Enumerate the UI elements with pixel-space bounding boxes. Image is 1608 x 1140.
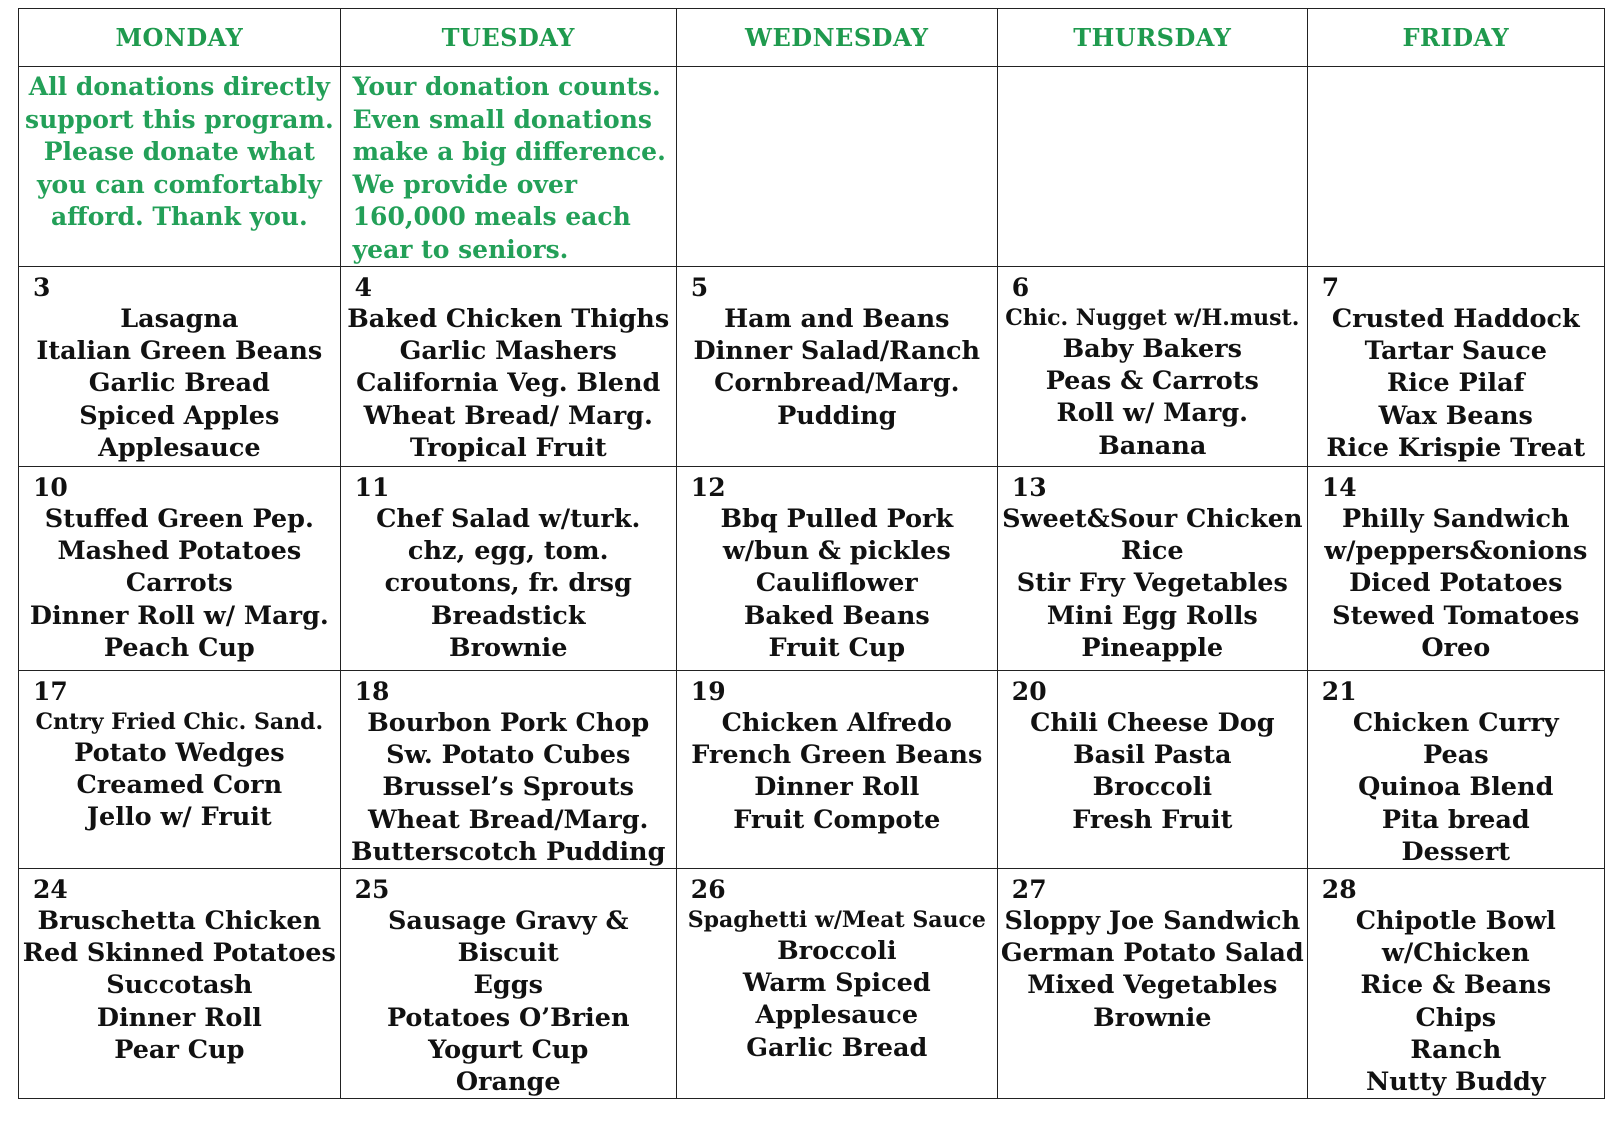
- day-cell-thursday: [997, 869, 1307, 1099]
- menu-item: Applesauce: [98, 432, 261, 463]
- menu-item: Rice & Beans: [1360, 970, 1552, 1001]
- menu-item: Rice Krispie Treat: [1326, 432, 1586, 463]
- menu-item: Crusted Haddock: [1331, 304, 1580, 334]
- tuesday-donation-note: [340, 67, 676, 267]
- menu-item: Broccoli: [777, 936, 897, 967]
- day-cell-friday: [1307, 267, 1604, 467]
- menu-item: Peas & Carrots: [1045, 366, 1259, 397]
- menu-item: Breadstick: [430, 600, 586, 631]
- menu-item: Chicken Alfredo: [721, 708, 952, 738]
- note-line: Even small donations: [352, 104, 652, 134]
- menu-item: French Green Beans: [691, 740, 983, 771]
- menu-item: Mixed Vegetables: [1027, 970, 1278, 1001]
- empty-cell: [676, 67, 997, 267]
- menu-items: [19, 707, 340, 834]
- menu-item: Wax Beans: [1378, 400, 1533, 431]
- day-cell-friday: [1307, 467, 1604, 671]
- day-number: 11: [354, 473, 390, 502]
- donation-note-row: [19, 67, 1605, 267]
- day-cell-tuesday: [340, 671, 676, 869]
- menu-item: Chic. Nugget w/H.must.: [1005, 305, 1300, 331]
- menu-item: Yogurt Cup: [428, 1034, 589, 1065]
- menu-item: Succotash: [106, 970, 253, 1001]
- menu-item: Biscuit: [457, 938, 559, 969]
- header-wednesday: WEDNESDAY: [676, 9, 997, 67]
- menu-item: w/peppers&onions: [1324, 536, 1588, 567]
- day-cell-monday: [19, 869, 341, 1099]
- menu-calendar: [18, 8, 1605, 1099]
- menu-item: Philly Sandwich: [1342, 504, 1570, 534]
- header-friday: FRIDAY: [1307, 9, 1604, 67]
- day-number: 19: [690, 677, 726, 706]
- menu-item: Tartar Sauce: [1364, 336, 1547, 367]
- monday-donation-note: [19, 67, 341, 267]
- menu-item: Sausage Gravy &: [387, 906, 629, 937]
- day-cell-friday: [1307, 869, 1604, 1099]
- menu-items: [19, 905, 340, 1066]
- day-number: 21: [1321, 677, 1357, 706]
- menu-item: Garlic Bread: [746, 1032, 928, 1063]
- menu-items: [998, 503, 1307, 664]
- menu-items: [1308, 503, 1604, 664]
- day-cell-wednesday: [676, 869, 997, 1099]
- menu-item: Stuffed Green Pep.: [44, 504, 314, 534]
- day-cell-thursday: [997, 671, 1307, 869]
- day-number: 6: [1011, 273, 1030, 302]
- menu-item: Garlic Mashers: [399, 336, 617, 367]
- menu-item: Pudding: [777, 400, 897, 431]
- menu-items: [19, 303, 340, 464]
- day-cell-friday: [1307, 671, 1604, 869]
- week-row: [19, 467, 1605, 671]
- day-number: 27: [1011, 875, 1047, 905]
- note-line: We provide over: [352, 169, 578, 199]
- day-cell-tuesday: [340, 467, 676, 671]
- menu-item: Stir Fry Vegetables: [1016, 568, 1288, 599]
- menu-item: Wheat Bread/Marg.: [368, 804, 649, 835]
- menu-items: [1308, 303, 1604, 464]
- menu-item: Brownie: [449, 632, 568, 663]
- menu-item: Pita bread: [1381, 804, 1530, 835]
- menu-item: Orange: [455, 1067, 561, 1098]
- menu-item: Tropical Fruit: [409, 432, 607, 463]
- day-cell-wednesday: [676, 467, 997, 671]
- menu-items: [341, 707, 676, 868]
- menu-item: Basil Pasta: [1073, 740, 1232, 771]
- menu-item: Roll w/ Marg.: [1056, 398, 1249, 429]
- day-number: 24: [33, 875, 68, 905]
- day-number: 7: [1321, 273, 1340, 302]
- menu-item: Chicken Curry: [1352, 708, 1559, 738]
- menu-items: [998, 905, 1307, 1034]
- day-cell-tuesday: [340, 267, 676, 467]
- menu-item: Potatoes O’Brien: [386, 1002, 630, 1033]
- day-number: 25: [354, 875, 390, 905]
- menu-item: Applesauce: [755, 1000, 919, 1031]
- menu-item: Mini Egg Rolls: [1046, 600, 1258, 631]
- menu-item: Quinoa Blend: [1358, 772, 1554, 803]
- note-line: make a big difference.: [352, 137, 666, 166]
- menu-item: Dessert: [1401, 836, 1511, 867]
- day-cell-tuesday: [340, 869, 676, 1099]
- menu-item: Spiced Apples: [79, 400, 280, 431]
- menu-item: Carrots: [125, 568, 233, 599]
- menu-item: Rice: [1120, 536, 1184, 567]
- menu-item: Pineapple: [1081, 632, 1224, 663]
- menu-item: Wheat Bread/ Marg.: [363, 400, 653, 431]
- menu-item: California Veg. Blend: [356, 368, 661, 399]
- week-row: [19, 267, 1605, 467]
- day-cell-wednesday: [676, 267, 997, 467]
- menu-item: Bourbon Pork Chop: [367, 708, 650, 738]
- week-row: [19, 671, 1605, 869]
- menu-item: Chipotle Bowl: [1355, 906, 1556, 937]
- menu-item: Bbq Pulled Pork: [720, 504, 954, 534]
- menu-items: [677, 905, 997, 1064]
- header-tuesday: TUESDAY: [340, 9, 676, 67]
- menu-item: Eggs: [473, 970, 543, 1001]
- menu-item: Fresh Fruit: [1072, 804, 1233, 835]
- menu-item: Jello w/ Fruit: [86, 802, 272, 833]
- menu-item: Peach Cup: [103, 632, 255, 663]
- menu-item: Dinner Roll w/ Marg.: [29, 600, 329, 631]
- menu-item: Chips: [1415, 1002, 1497, 1033]
- menu-item: Stewed Tomatoes: [1332, 600, 1580, 631]
- header-monday: MONDAY: [19, 9, 341, 67]
- header-thursday: THURSDAY: [997, 9, 1307, 67]
- empty-cell: [1307, 67, 1604, 267]
- day-number: 28: [1321, 875, 1357, 905]
- menu-item: Lasagna: [120, 304, 239, 334]
- menu-item: Oreo: [1421, 632, 1491, 663]
- menu-item: Sweet&Sour Chicken: [1002, 504, 1303, 534]
- day-number: 14: [1321, 473, 1357, 502]
- menu-item: Fruit Cup: [768, 632, 906, 663]
- menu-item: Cntry Fried Chic. Sand.: [35, 709, 324, 735]
- weekday-header-row: [19, 9, 1605, 67]
- note-line: Please donate what: [43, 137, 315, 166]
- menu-item: German Potato Salad: [1000, 938, 1304, 969]
- menu-item: Mashed Potatoes: [57, 536, 302, 567]
- menu-item: Ham and Beans: [724, 304, 950, 334]
- menu-item: Brownie: [1093, 1002, 1212, 1033]
- menu-item: Creamed Corn: [76, 770, 283, 801]
- menu-item: Pear Cup: [114, 1034, 245, 1065]
- menu-item: Dinner Roll: [96, 1002, 262, 1033]
- day-number: 3: [33, 273, 51, 302]
- menu-item: Rice Pilaf: [1387, 368, 1525, 399]
- menu-item: Garlic Bread: [88, 368, 270, 399]
- menu-items: [341, 503, 676, 664]
- day-number: 4: [354, 273, 373, 302]
- menu-item: Chef Salad w/turk.: [376, 504, 641, 534]
- menu-items: [998, 707, 1307, 836]
- day-cell-monday: [19, 467, 341, 671]
- menu-item: Warm Spiced: [742, 968, 931, 999]
- day-cell-thursday: [997, 267, 1307, 467]
- menu-item: Baked Beans: [743, 600, 930, 631]
- day-number: 13: [1011, 473, 1047, 502]
- day-number: 17: [33, 677, 68, 706]
- menu-item: Peas: [1423, 740, 1489, 771]
- menu-item: chz, egg, tom.: [407, 536, 609, 567]
- menu-item: Baked Chicken Thighs: [347, 304, 670, 334]
- menu-items: [677, 503, 997, 664]
- note-line: 160,000 meals each: [352, 202, 631, 231]
- day-cell-monday: [19, 267, 341, 467]
- menu-item: Butterscotch Pudding: [351, 836, 666, 867]
- menu-item: Sloppy Joe Sandwich: [1004, 906, 1301, 937]
- menu-item: Fruit Compote: [733, 804, 941, 835]
- menu-items: [677, 303, 997, 432]
- note-line: year to seniors.: [352, 234, 569, 264]
- day-cell-monday: [19, 671, 341, 869]
- menu-items: [341, 303, 676, 464]
- menu-items: [341, 905, 676, 1098]
- day-cell-thursday: [997, 467, 1307, 671]
- menu-item: Broccoli: [1092, 772, 1213, 803]
- menu-item: Bruschetta Chicken: [37, 906, 322, 937]
- note-line: support this program.: [25, 104, 334, 134]
- menu-item: Ranch: [1410, 1034, 1502, 1065]
- menu-item: Brussel’s Sprouts: [382, 772, 635, 803]
- day-number: 26: [690, 875, 726, 905]
- menu-items: [1308, 905, 1604, 1098]
- week-row: [19, 869, 1605, 1099]
- note-line: you can comfortably: [37, 169, 322, 199]
- menu-item: Potato Wedges: [74, 738, 285, 768]
- day-number: 10: [33, 473, 68, 502]
- menu-item: w/bun & pickles: [722, 536, 951, 567]
- menu-items: [998, 303, 1307, 462]
- menu-item: Red Skinned Potatoes: [22, 938, 336, 969]
- note-line: Your donation counts.: [352, 72, 661, 101]
- empty-cell: [997, 67, 1307, 267]
- menu-item: croutons, fr. drsg: [384, 568, 632, 599]
- day-number: 18: [354, 677, 390, 706]
- menu-item: Sw. Potato Cubes: [386, 740, 631, 771]
- menu-item: Italian Green Beans: [36, 336, 323, 367]
- menu-items: [1308, 707, 1604, 868]
- menu-item: Nutty Buddy: [1365, 1067, 1546, 1098]
- menu-items: [19, 503, 340, 664]
- menu-item: Dinner Roll: [754, 772, 920, 803]
- menu-item: Baby Bakers: [1062, 334, 1242, 364]
- menu-items: [677, 707, 997, 836]
- note-line: All donations directly: [28, 72, 330, 101]
- menu-item: Banana: [1098, 430, 1207, 461]
- menu-item: Spaghetti w/Meat Sauce: [687, 907, 986, 934]
- day-number: 12: [690, 473, 726, 502]
- day-cell-wednesday: [676, 671, 997, 869]
- menu-item: Diced Potatoes: [1349, 568, 1563, 599]
- menu-item: Chili Cheese Dog: [1030, 708, 1275, 738]
- menu-item: Cauliflower: [755, 568, 918, 599]
- menu-item: w/Chicken: [1381, 938, 1530, 969]
- note-line: afford. Thank you.: [50, 202, 308, 231]
- menu-item: Cornbread/Marg.: [714, 368, 960, 399]
- menu-item: Dinner Salad/Ranch: [693, 336, 981, 367]
- day-number: 5: [690, 273, 709, 302]
- day-number: 20: [1011, 677, 1047, 706]
